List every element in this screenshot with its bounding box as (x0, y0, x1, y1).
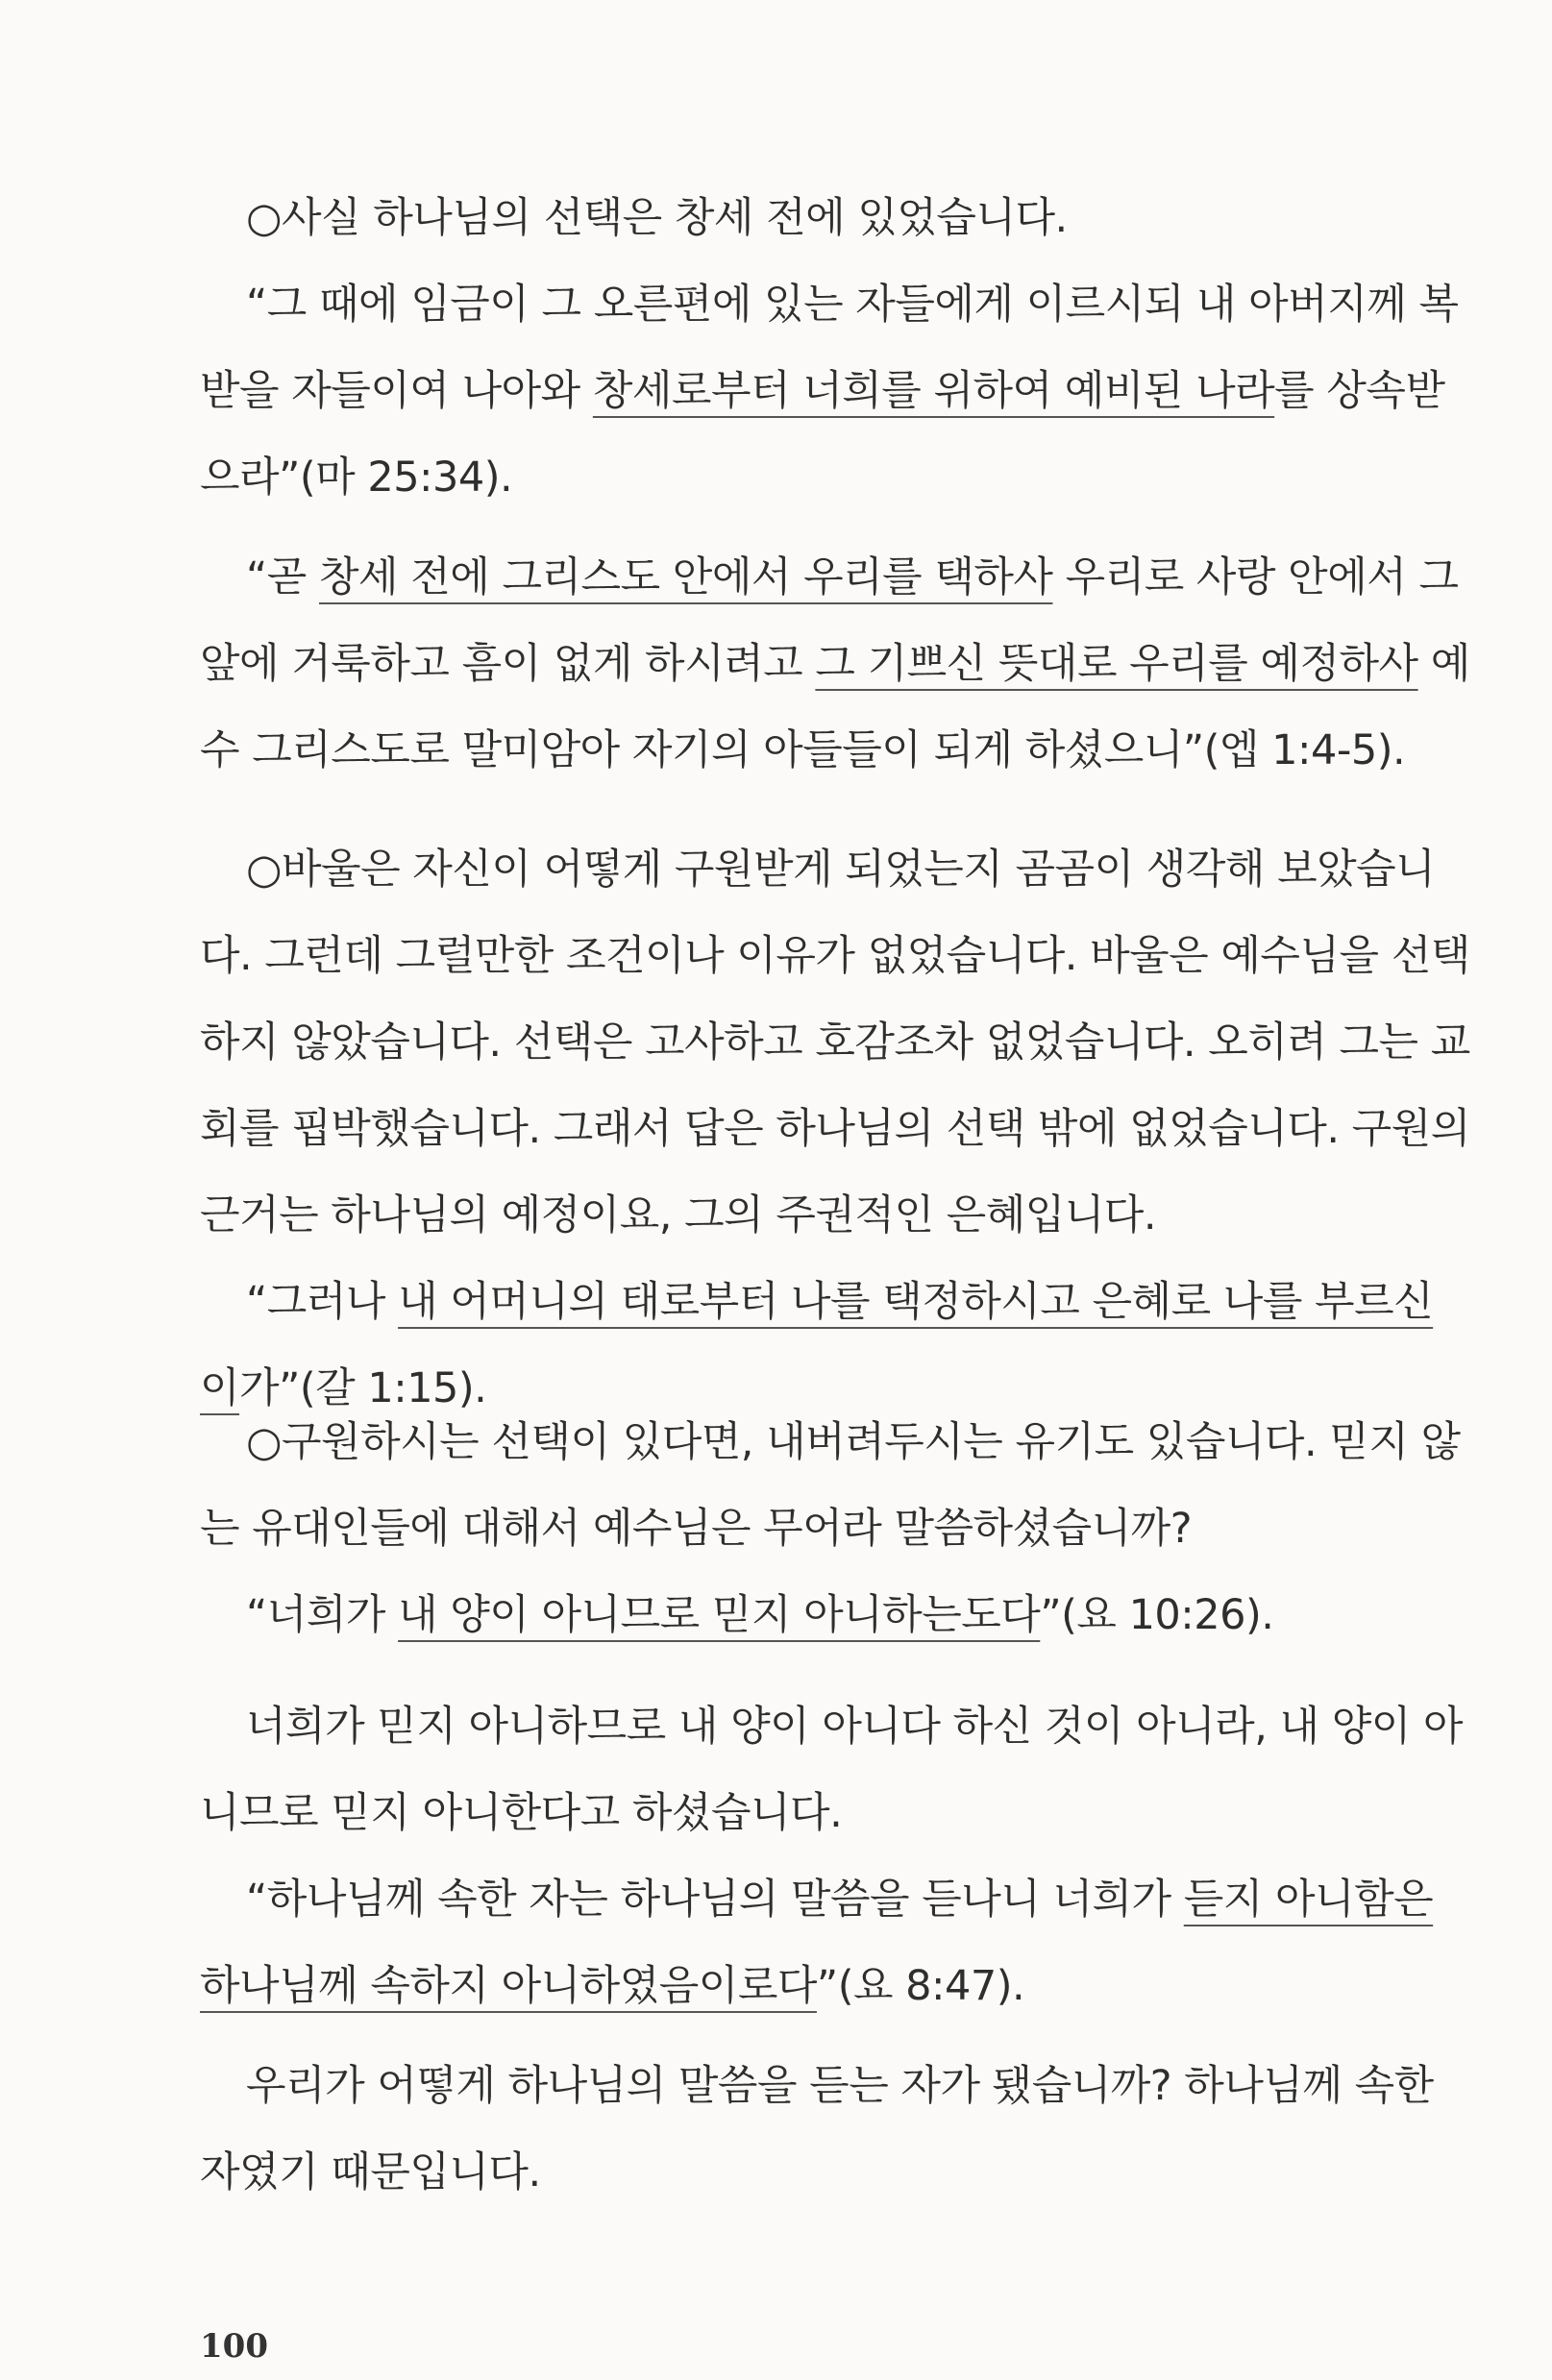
underlined-text: 그 기쁘신 뜻대로 우리를 예정하사 (815, 640, 1418, 688)
page-number: 100 (200, 2327, 268, 2366)
text-line (200, 2043, 1434, 2129)
paragraph-6 (200, 2043, 1434, 2216)
text-span: 를 상속받 (1274, 367, 1445, 415)
underlined-text: 창세 전에 그리스도 안에서 우리를 택하사 (318, 553, 1053, 601)
text-span: 회를 핍박했습니다. 그래서 답은 하나님의 선택 밖에 없었습니다. 구원의 (200, 1105, 1470, 1153)
text-span: 하지 않았습니다. 선택은 고사하고 호감조차 없었습니다. 오히려 그는 교 (200, 1018, 1470, 1067)
text-span: “곧 (246, 553, 319, 601)
text-line (200, 175, 1403, 261)
text-span: “너희가 (246, 1591, 399, 1639)
text-span: 자였기 때문입니다. (200, 2148, 541, 2196)
text-line (200, 707, 1406, 794)
text-span: 앞에 거룩하고 흠이 없게 하시려고 (200, 640, 816, 688)
text-line (200, 621, 1470, 707)
text-span: 받을 자들이여 나아와 (200, 367, 593, 415)
text-span: ○구원하시는 선택이 있다면, 내버려두시는 유기도 있습니다. 믿지 않 (246, 1418, 1461, 1466)
paragraph-3 (200, 826, 1470, 1432)
text-line (200, 1770, 1403, 1856)
text-span: 근거는 하나님의 예정이요, 그의 주권적인 은혜입니다. (200, 1191, 1157, 1239)
text-line (200, 261, 1459, 348)
text-line (200, 999, 1470, 1086)
text-line (200, 1086, 1470, 1172)
text-span: 다. 그런데 그럴만한 조건이나 이유가 없었습니다. 바울은 예수님을 선택 (200, 932, 1470, 980)
underlined-text: 창세로부터 너희를 위하여 예비된 나라 (592, 367, 1275, 415)
text-line (200, 1485, 1403, 1572)
text-span: ”(요 8:47). (816, 1962, 1025, 2010)
text-span: 니므로 믿지 아니한다고 하셨습니다. (200, 1789, 843, 1837)
text-line (200, 1683, 1464, 1770)
underlined-text: 듣지 아니함은 (1183, 1876, 1434, 1924)
text-line (200, 1259, 1434, 1345)
text-span: 가”(갈 1:15). (239, 1364, 487, 1412)
text-span: 으라”(마 25:34). (200, 454, 513, 502)
text-span: ○바울은 자신이 어떻게 구원받게 되었는지 곰곰이 생각해 보았습니 (246, 846, 1436, 894)
text-line (200, 534, 1459, 621)
text-span: ○사실 하나님의 선택은 창세 전에 있었습니다. (246, 194, 1068, 242)
text-span: ”(요 10:26). (1040, 1591, 1274, 1639)
text-line (200, 913, 1470, 999)
underlined-text: 내 양이 아니므로 믿지 아니하는도다 (398, 1591, 1041, 1639)
underlined-text: 이 (200, 1364, 240, 1412)
text-line (200, 434, 1403, 521)
text-line (200, 1399, 1461, 1485)
text-span: 수 그리스도로 말미암아 자기의 아들들이 되게 하셨으니”(엡 1:4-5). (200, 726, 1406, 774)
paragraph-4 (200, 1399, 1461, 1658)
text-span: 는 유대인들에 대해서 예수님은 무어라 말씀하셨습니까? (200, 1505, 1193, 1553)
text-span: “그러나 (246, 1278, 399, 1326)
text-span: 우리가 어떻게 하나님의 말씀을 듣는 자가 됐습니까? 하나님께 속한 (246, 2062, 1434, 2110)
paragraph-2 (200, 534, 1470, 794)
text-line (200, 1943, 1403, 2029)
underlined-text: 하나님께 속하지 아니하였음이로다 (200, 1962, 817, 2010)
text-span: “하나님께 속한 자는 하나님의 말씀을 듣나니 너희가 (246, 1876, 1184, 1924)
underlined-text: 내 어머니의 태로부터 나를 택정하시고 은혜로 나를 부르신 (398, 1278, 1434, 1326)
text-line (200, 1172, 1403, 1259)
text-span: 너희가 믿지 아니하므로 내 양이 아니다 하신 것이 아니라, 내 양이 아 (246, 1703, 1464, 1751)
text-span: 우리로 사랑 안에서 그 (1052, 553, 1459, 601)
text-line (200, 2129, 1403, 2216)
text-line (200, 826, 1436, 913)
text-line (200, 1572, 1403, 1658)
paragraph-5 (200, 1683, 1464, 2029)
paragraph-1 (200, 175, 1459, 521)
text-span: 예 (1417, 640, 1470, 688)
text-line (200, 1856, 1434, 1943)
text-line (200, 348, 1445, 434)
text-span: “그 때에 임금이 그 오른편에 있는 자들에게 이르시되 내 아버지께 복 (246, 281, 1459, 329)
